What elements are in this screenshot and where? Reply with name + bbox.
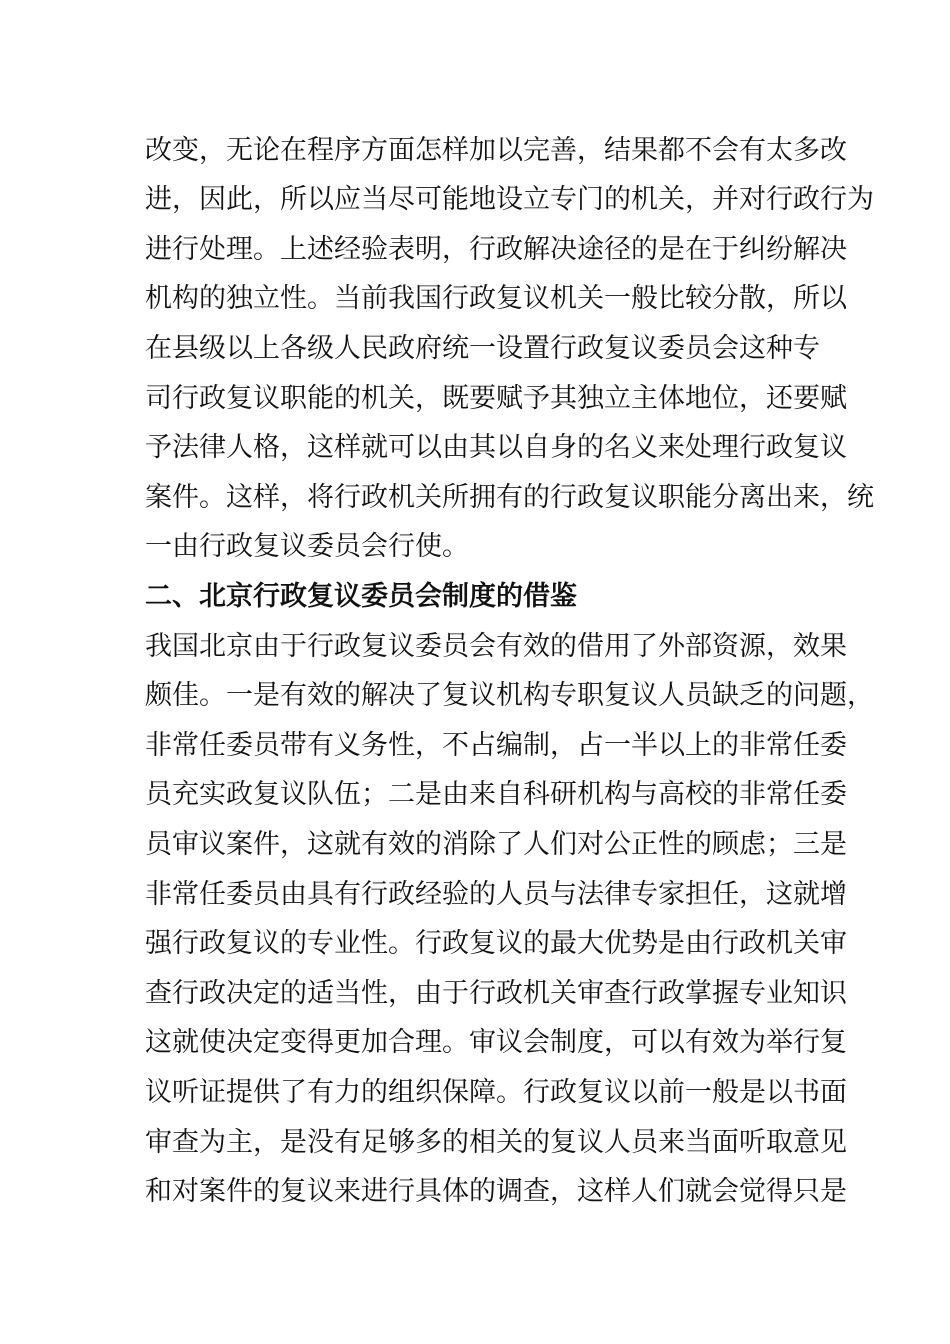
- paragraph-line: 查行政决定的适当性，由于行政机关审查行政掌握专业知识: [145, 978, 847, 1009]
- paragraph-line: 议听证提供了有力的组织保障。行政复议以前一般是以书面: [145, 1077, 847, 1108]
- paragraph-line: 进，因此，所以应当尽可能地设立专门的机关，并对行政行为: [145, 184, 874, 215]
- paragraph-line: 颇佳。一是有效的解决了复议机构专职复议人员缺乏的问题，: [145, 680, 874, 711]
- paragraph-line: 改变，无论在程序方面怎样加以完善，结果都不会有太多改: [145, 135, 847, 166]
- paragraph-line: 审查为主，是没有足够多的相关的复议人员来当面听取意见: [145, 1127, 847, 1158]
- paragraph-line: 机构的独立性。当前我国行政复议机关一般比较分散，所以: [145, 283, 847, 314]
- paragraph-line: 强行政复议的专业性。行政复议的最大优势是由行政机关审: [145, 928, 847, 959]
- section-heading: 二、北京行政复议委员会制度的借鉴: [145, 581, 577, 612]
- paragraph-line: 予法律人格，这样就可以由其以自身的名义来处理行政复议: [145, 432, 847, 463]
- paragraph-line: 非常任委员带有义务性，不占编制，占一半以上的非常任委: [145, 730, 847, 761]
- paragraph-line: 非常任委员由具有行政经验的人员与法律专家担任，这就增: [145, 879, 847, 910]
- paragraph-line: 在县级以上各级人民政府统一设置行政复议委员会这种专: [145, 333, 820, 364]
- paragraph-line: 司行政复议职能的机关，既要赋予其独立主体地位，还要赋: [145, 383, 847, 414]
- paragraph-line: 一由行政复议委员会行使。: [145, 531, 469, 562]
- paragraph-line: 进行处理。上述经验表明，行政解决途径的是在于纠纷解决: [145, 234, 847, 265]
- paragraph-line: 员审议案件，这就有效的消除了人们对公正性的顾虑；三是: [145, 829, 847, 860]
- paragraph-line: 案件。这样，将行政机关所拥有的行政复议职能分离出来，统: [145, 482, 874, 513]
- paragraph-line: 和对案件的复议来进行具体的调查，这样人们就会觉得只是: [145, 1176, 847, 1207]
- paragraph-line: 我国北京由于行政复议委员会有效的借用了外部资源，效果: [145, 631, 847, 662]
- paragraph-line: 员充实政复议队伍；二是由来自科研机构与高校的非常任委: [145, 779, 847, 810]
- paragraph-line: 这就使决定变得更加合理。审议会制度，可以有效为举行复: [145, 1027, 847, 1058]
